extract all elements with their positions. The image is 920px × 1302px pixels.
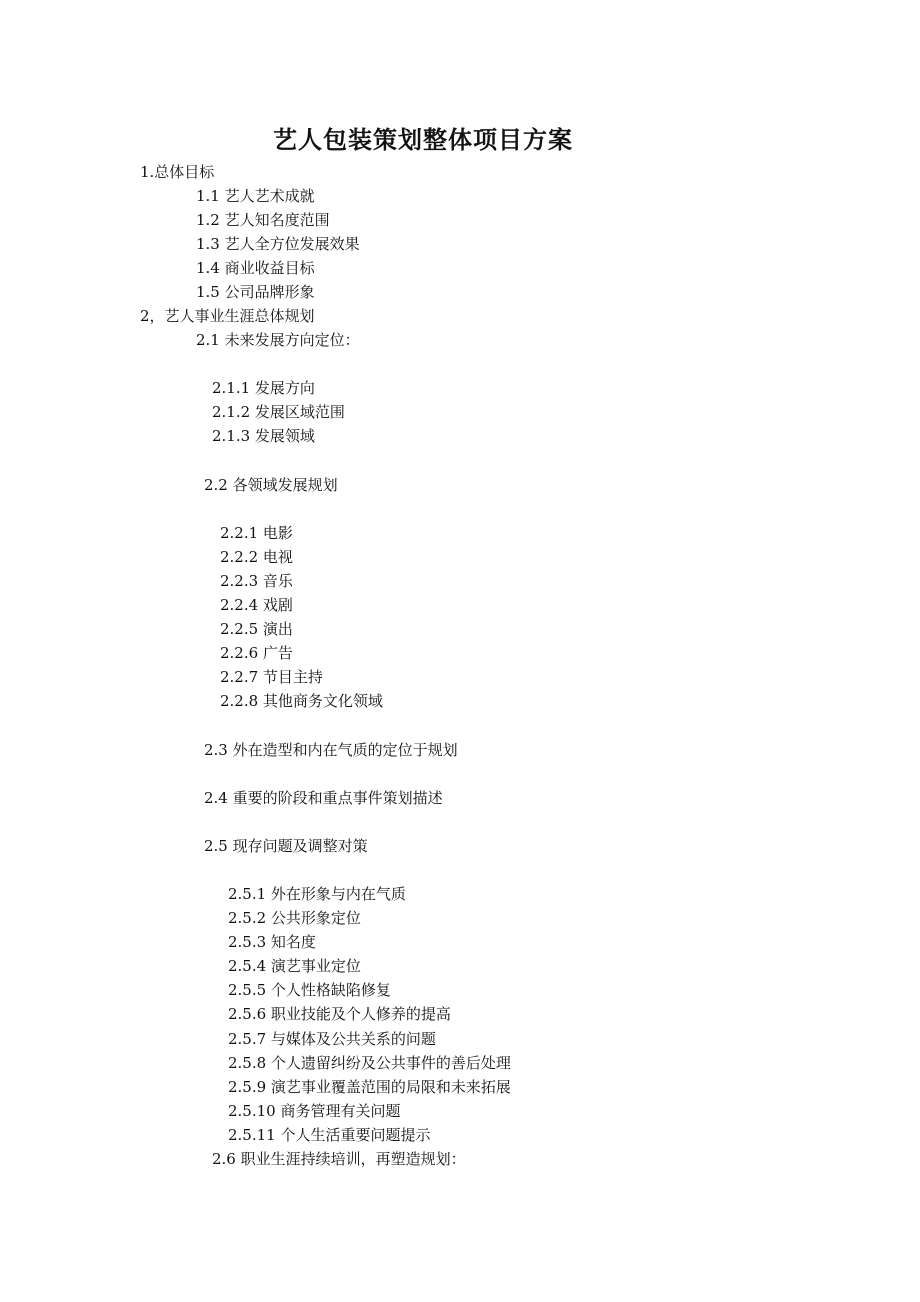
outline-item: 2.2.5 演出 — [220, 620, 293, 638]
outline-item: 1.总体目标 — [140, 163, 215, 181]
outline-item: 2.1.1 发展方向 — [212, 379, 315, 397]
outline-item: 2.2 各领域发展规划 — [204, 476, 338, 494]
outline-item: 2.5.6 职业技能及个人修养的提高 — [228, 1005, 451, 1023]
outline-item: 2.1 未来发展方向定位： — [196, 331, 360, 349]
outline-item: 2.2.3 音乐 — [220, 572, 293, 590]
outline-item: 2.2.2 电视 — [220, 548, 293, 566]
outline-item: 2.5.11 个人生活重要问题提示 — [228, 1126, 431, 1144]
outline-item: 2.5.10 商务管理有关问题 — [228, 1102, 401, 1120]
outline-item: 2.2.7 节目主持 — [220, 668, 323, 686]
document-title: 艺人包装策划整体项目方案 — [273, 125, 573, 154]
outline-item: 2.4 重要的阶段和重点事件策划描述 — [204, 789, 443, 807]
outline-item: 2.5.8 个人遗留纠纷及公共事件的善后处理 — [228, 1054, 511, 1072]
outline-item: 2.5.9 演艺事业覆盖范围的局限和未来拓展 — [228, 1078, 511, 1096]
outline-item: 2.1.2 发展区域范围 — [212, 403, 345, 421]
outline-item: 2.5.7 与媒体及公共关系的问题 — [228, 1030, 436, 1048]
outline-item: 2.5.5 个人性格缺陷修复 — [228, 981, 391, 999]
outline-item: 2.5 现存问题及调整对策 — [204, 837, 368, 855]
outline-item: 2.3 外在造型和内在气质的定位于规划 — [204, 741, 458, 759]
outline-item: 1.4 商业收益目标 — [196, 259, 315, 277]
outline-item: 2.2.8 其他商务文化领域 — [220, 692, 383, 710]
outline-item: 2.1.3 发展领域 — [212, 427, 315, 445]
outline-item: 2.2.6 广告 — [220, 644, 293, 662]
outline-item: 1.2 艺人知名度范围 — [196, 211, 330, 229]
outline-item: 2，艺人事业生涯总体规划 — [140, 307, 315, 325]
outline-item: 2.2.1 电影 — [220, 524, 293, 542]
outline-item: 2.6 职业生涯持续培训，再塑造规划： — [212, 1150, 466, 1168]
outline-item: 2.5.2 公共形象定位 — [228, 909, 361, 927]
outline-item: 2.5.3 知名度 — [228, 933, 316, 951]
outline-item: 2.5.4 演艺事业定位 — [228, 957, 361, 975]
outline-item: 2.2.4 戏剧 — [220, 596, 293, 614]
outline-item: 1.5 公司品牌形象 — [196, 283, 315, 301]
outline-item: 1.3 艺人全方位发展效果 — [196, 235, 360, 253]
outline-item: 1.1 艺人艺术成就 — [196, 187, 315, 205]
outline-item: 2.5.1 外在形象与内在气质 — [228, 885, 406, 903]
